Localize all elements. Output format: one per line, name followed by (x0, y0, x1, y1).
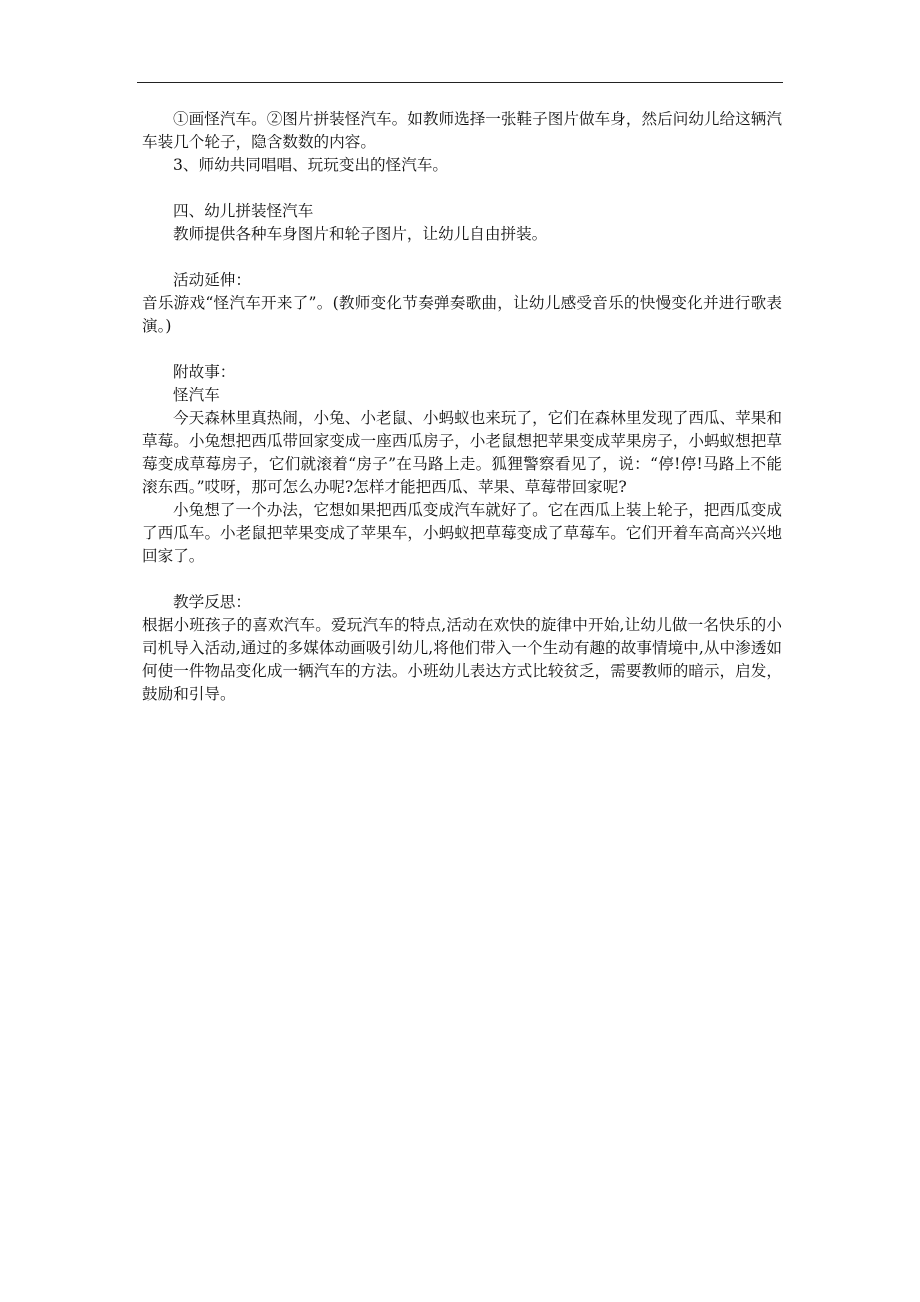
header-rule (137, 82, 783, 83)
paragraph-gap (142, 338, 782, 361)
paragraph-gap (142, 568, 782, 591)
document-body (142, 108, 782, 706)
paragraph: 附故事： (173, 363, 236, 381)
paragraph: 音乐游戏“怪汽车开来了”。(教师变化节奏弹奏歌曲，让幼儿感受音乐的快慢变化并进行歌表演。) (142, 294, 782, 335)
paragraph: 小兔想了一个办法，它想如果把西瓜变成汽车就好了。它在西瓜上装上轮子，把西瓜变成了西瓜车。小老鼠把苹果变成了苹果车，小蚂蚁把草莓变成了草莓车。它们开着车高高兴兴地回家了。 (142, 501, 782, 565)
paragraph: 3、师幼共同唱唱、玩玩变出的怪汽车。 (173, 156, 449, 174)
paragraph: 活动延伸： (173, 271, 251, 289)
paragraph: 教师提供各种车身图片和轮子图片，让幼儿自由拼装。 (173, 225, 548, 243)
paragraph: 怪汽车 (173, 386, 220, 404)
paragraph: 教学反思： (173, 593, 251, 611)
paragraph: 今天森林里真热闹，小兔、小老鼠、小蚂蚁也来玩了，它们在森林里发现了西瓜、苹果和草莓。小兔想把西瓜带回家变成一座西瓜房子，小老鼠想把苹果变成苹果房子，小蚂蚁想把草莓变成草莓房子，它们就滚着“房子”在马路上走。狐狸警察看见了，说：“停!停!马路上不能滚东西。”哎呀，那可怎么办呢?怎样才能把西瓜、苹果、草莓带回家呢? (142, 409, 782, 496)
paragraph-gap (142, 246, 782, 269)
paragraph: 根据小班孩子的喜欢汽车。爱玩汽车的特点,活动在欢快的旋律中开始,让幼儿做一名快乐的小司机导入活动,通过的多媒体动画吸引幼儿,将他们带入一个生动有趣的故事情境中,从中渗透如何使一件物品变化成一辆汽车的方法。小班幼儿表达方式比较贫乏，需要教师的暗示，启发，鼓励和引导。 (142, 616, 782, 703)
paragraph: ①画怪汽车。②图片拼装怪汽车。如教师选择一张鞋子图片做车身，然后问幼儿给这辆汽车装几个轮子，隐含数数的内容。 (142, 110, 782, 151)
paragraph: 四、幼儿拼装怪汽车 (173, 202, 314, 220)
paragraph-gap (142, 177, 782, 200)
